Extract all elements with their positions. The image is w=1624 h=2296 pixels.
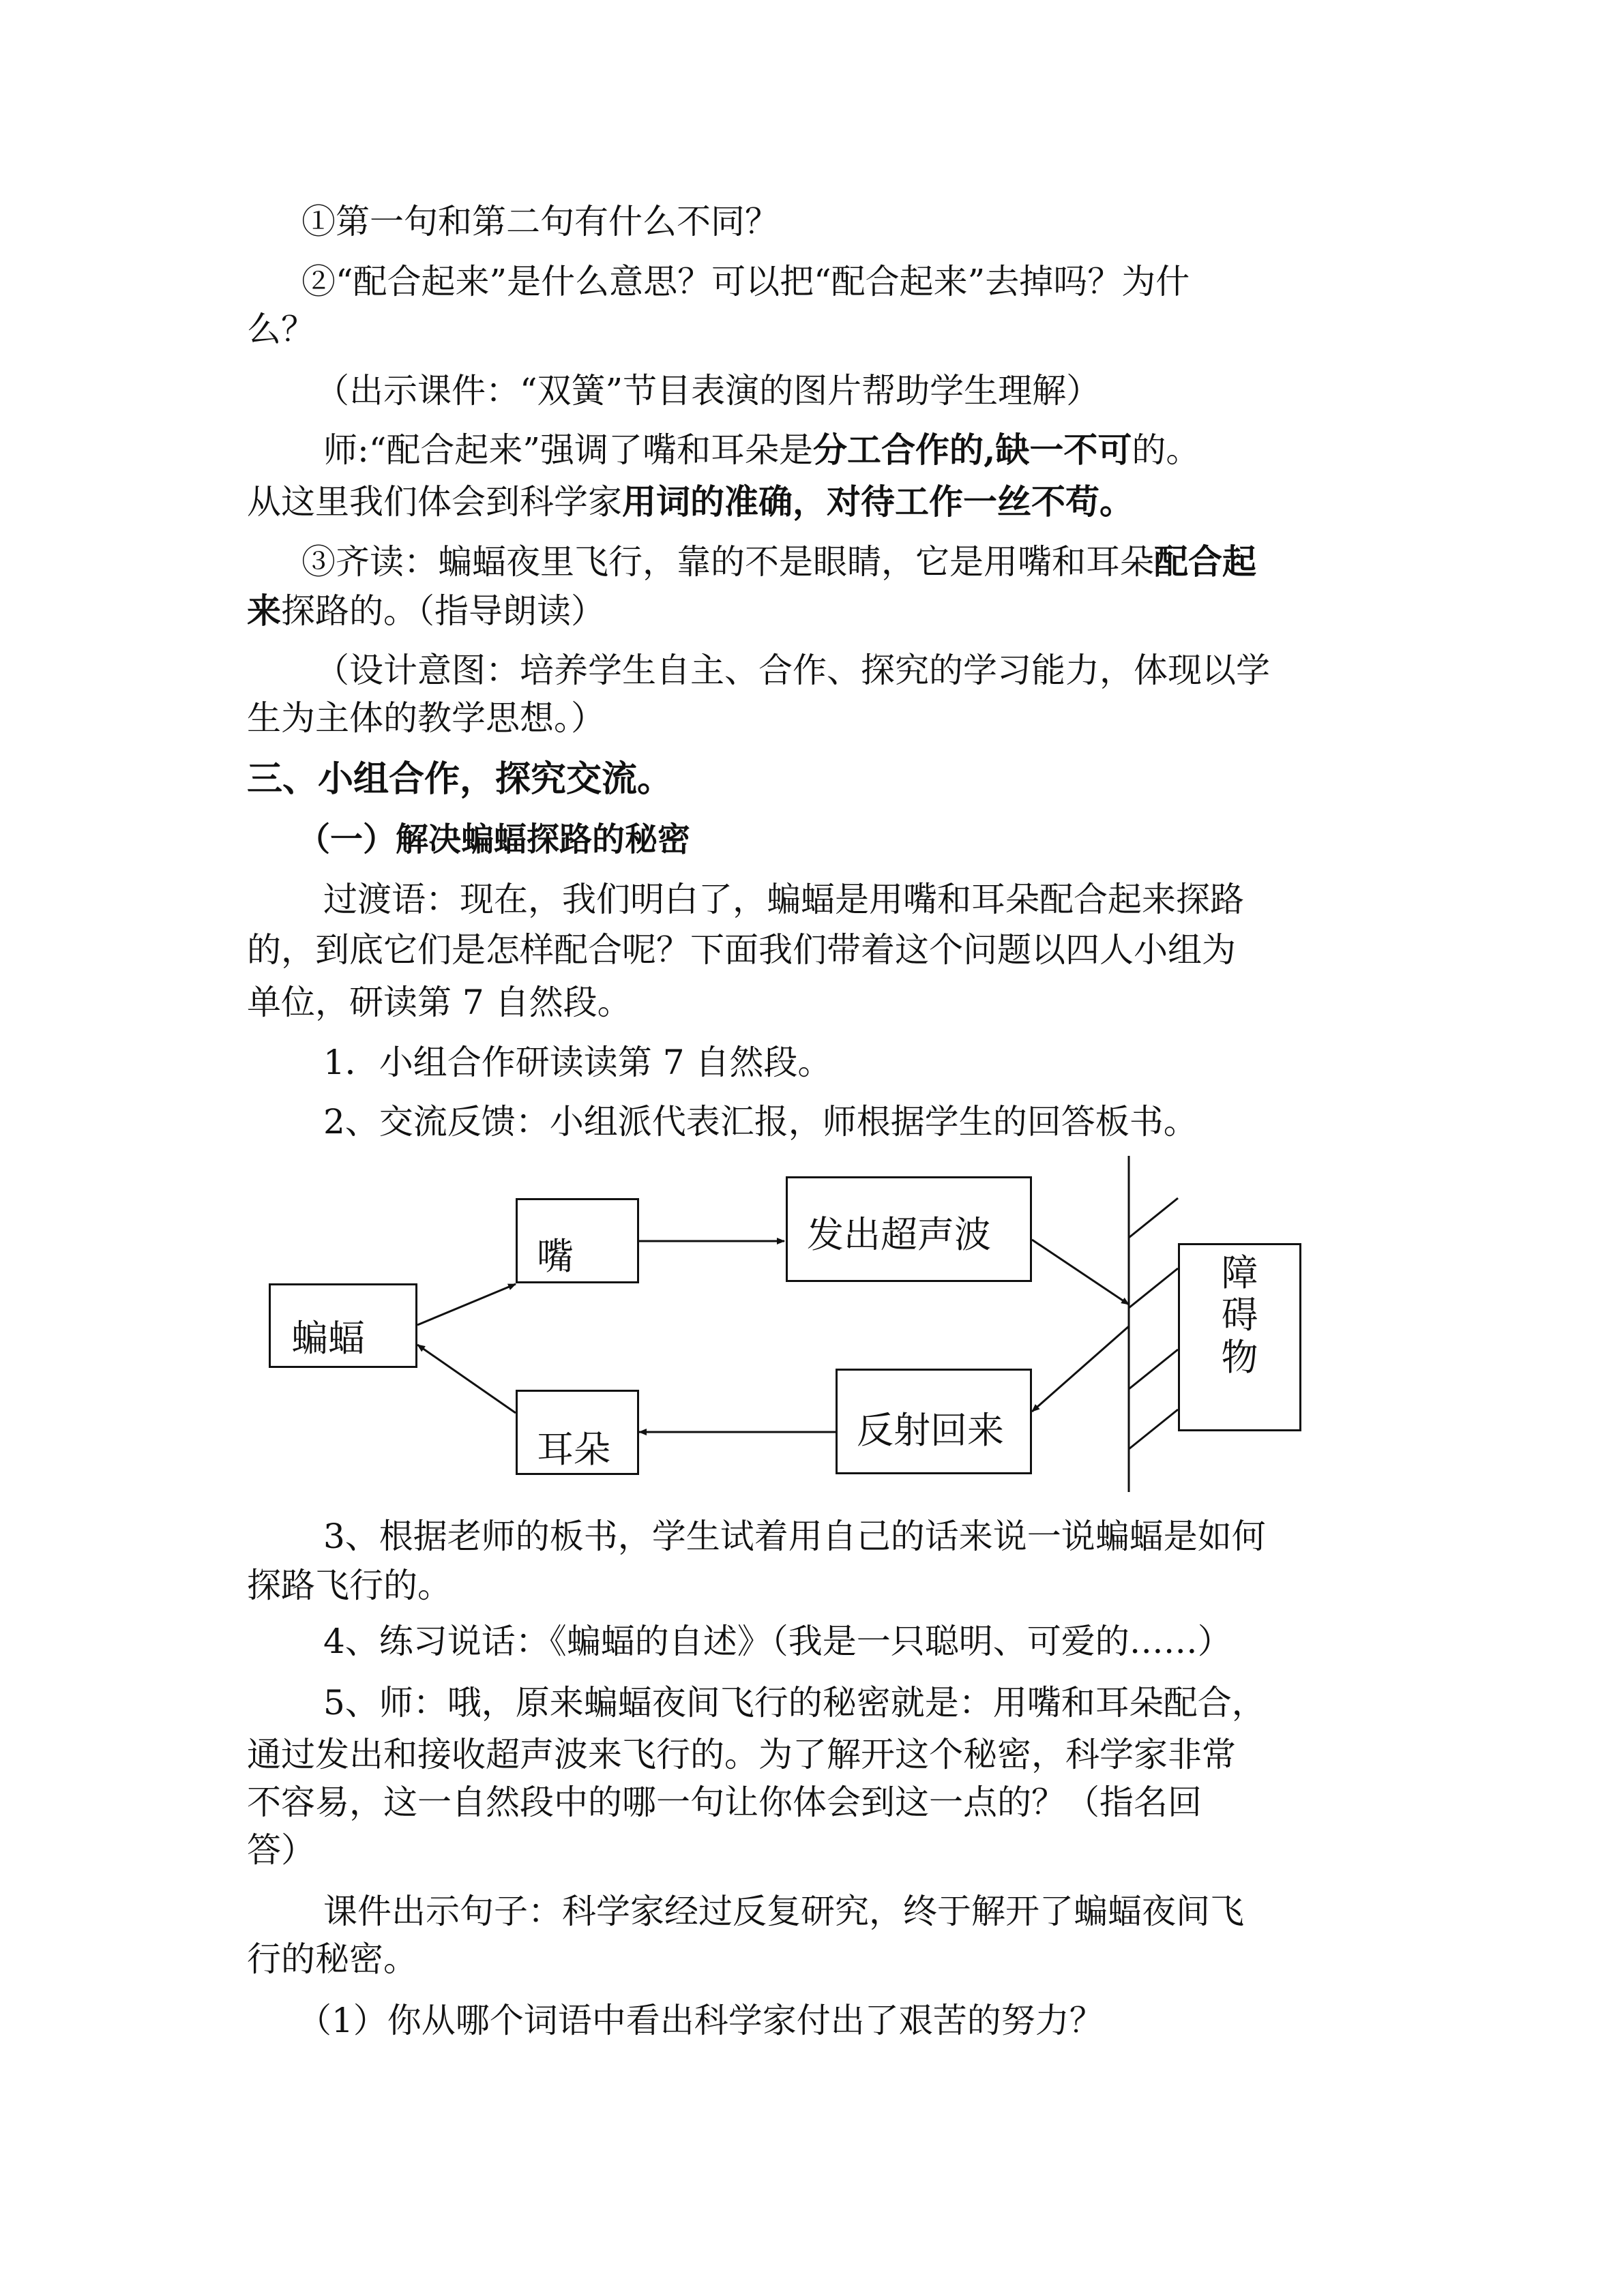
arrow-wall-to-reflect [1032, 1326, 1129, 1412]
question-2-cont: 么？ [247, 310, 315, 349]
read-together-cont: 来探路的。（指导朗读） [247, 591, 605, 631]
step-3-cont: 探路飞行的。 [247, 1566, 452, 1605]
arrow-emit-to-wall [1032, 1240, 1129, 1304]
teacher-remark: 师:“配合起来”强调了嘴和耳朵是分工合作的,缺一不可的。 [323, 430, 1200, 470]
obstacle-box [1178, 1243, 1301, 1431]
emphasis-precision: 用词的准确，对待工作一丝不苟。 [622, 481, 1134, 522]
transition-speech: 过渡语：现在，我们明白了，蝙蝠是用嘴和耳朵配合起来探路 [323, 880, 1244, 919]
emit-ultrasound-box [786, 1176, 1032, 1282]
arrow-bat-to-mouth [417, 1284, 516, 1325]
step-2: 2、交流反馈：小组派代表汇报，师根据学生的回答板书。 [323, 1102, 1198, 1142]
emphasis-coordinate: 配合起 [1154, 541, 1256, 582]
obstacle-label: 障碍物 [1221, 1251, 1258, 1379]
step-5-cont-2: 不容易，这一自然段中的哪一句让你体会到这一点的？（指名回 [247, 1783, 1202, 1822]
read-together: ③齐读：蝙蝠夜里飞行，靠的不是眼睛，它是用嘴和耳朵配合起 [301, 541, 1256, 582]
ear-label: 耳朵 [537, 1428, 610, 1471]
ear-box [516, 1390, 639, 1475]
courseware-note: （出示课件：“双簧”节目表演的图片帮助学生理解） [315, 371, 1101, 411]
step-5-cont-3: 答） [247, 1830, 315, 1870]
reflect-box [836, 1369, 1032, 1474]
emit-ultrasound-label: 发出超声波 [807, 1213, 991, 1256]
sub-question-1: （1）你从哪个词语中看出科学家付出了艰苦的努力？ [297, 2001, 1104, 2040]
step-5: 5、师：哦，原来蝙蝠夜间飞行的秘密就是：用嘴和耳朵配合， [323, 1683, 1266, 1723]
mouth-box [516, 1198, 639, 1283]
bat-box [269, 1283, 417, 1368]
reflect-label: 反射回来 [857, 1409, 1004, 1452]
arrow-ear-to-bat [417, 1345, 516, 1413]
teacher-remark-cont: 从这里我们体会到科学家用词的准确，对待工作一丝不苟。 [247, 481, 1134, 522]
question-2: ②“配合起来”是什么意思？可以把“配合起来”去掉吗？为什 [301, 262, 1190, 301]
step-1: 1．小组合作研读读第 7 自然段。 [323, 1043, 832, 1082]
section-heading-3: 三、小组合作，探究交流。 [247, 759, 673, 800]
step-5-cont-1: 通过发出和接收超声波来飞行的。为了解开这个秘密，科学家非常 [247, 1735, 1236, 1774]
reading-guidance: （指导朗读） [417, 591, 605, 631]
design-intent-cont: 生为主体的教学思想。） [247, 698, 605, 738]
courseware-sentence-cont: 行的秘密。 [247, 1939, 417, 1979]
step-3: 3、根据老师的板书，学生试着用自己的话来说一说蝙蝠是如何 [323, 1517, 1266, 1556]
transition-speech-cont-2: 单位，研读第 7 自然段。 [247, 983, 632, 1022]
design-intent: （设计意图：培养学生自主、合作、探究的学习能力，体现以学 [315, 651, 1270, 690]
mouth-label: 嘴 [537, 1235, 574, 1278]
transition-speech-cont-1: 的，到底它们是怎样配合呢？下面我们带着这个问题以四人小组为 [247, 930, 1236, 970]
emphasis-cooperation: 分工合作的,缺一不可 [812, 430, 1132, 470]
step-4: 4、练习说话：《蝙蝠的自述》（我是一只聪明、可爱的……） [323, 1622, 1232, 1661]
question-1: ①第一句和第二句有什么不同？ [301, 202, 779, 241]
bat-label: 蝙蝠 [291, 1317, 365, 1360]
courseware-sentence: 课件出示句子：科学家经过反复研究，终于解开了蝙蝠夜间飞 [323, 1892, 1244, 1931]
diagram-wall [1129, 1156, 1178, 1492]
subsection-heading-1: （一）解决蝙蝠探路的秘密 [297, 820, 691, 859]
